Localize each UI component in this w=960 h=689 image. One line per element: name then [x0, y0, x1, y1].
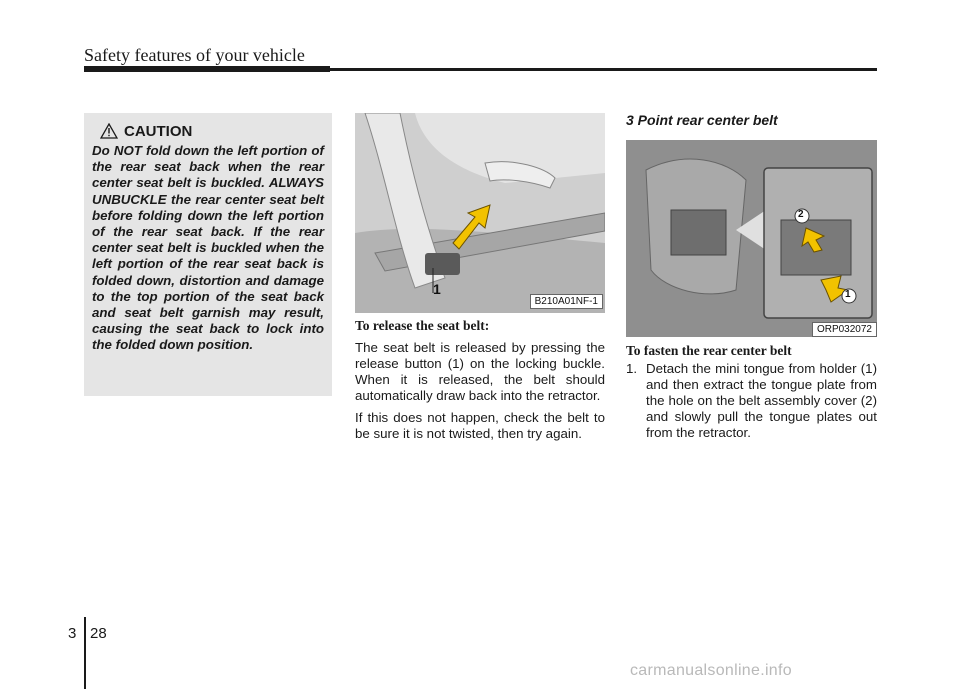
caution-box	[84, 113, 332, 396]
rear-center-belt-illustration	[626, 140, 877, 337]
center-belt-title: 3 Point rear center belt	[626, 112, 778, 128]
warning-triangle-icon	[100, 123, 118, 139]
watermark: carmanualsonline.info	[630, 662, 792, 679]
release-section	[355, 318, 605, 448]
fasten-step-number: 1.	[626, 361, 638, 376]
page-header-title: Safety features of your vehicle	[84, 45, 305, 65]
fasten-step-1	[626, 361, 877, 441]
fasten-heading: To fasten the rear center belt	[626, 343, 792, 358]
footer-rule	[84, 617, 86, 689]
footer-chapter: 3	[68, 625, 77, 642]
release-illustration-drawing	[355, 113, 605, 313]
figure1-code: B210A01NF-1	[530, 294, 603, 309]
footer-page-number: 28	[90, 625, 107, 642]
center-belt-callout-1: 1	[845, 289, 851, 300]
caution-heading	[100, 121, 324, 141]
fasten-section	[626, 343, 877, 441]
caution-text: Do NOT fold down the left portion of the rear seat back when the rear center seat belt is buckled. ALWAYS UNBUCKLE the rear center seat belt before folding down the left portion of the rear seat back. If the rear center seat belt is buckled when the left portion of the rear seat back is folded down, distortion and damage to the top portion of the seat back and seat belt garnish may result, causing the seat back to lock into the folded down position.	[92, 143, 324, 353]
release-heading: To release the seat belt:	[355, 318, 490, 333]
center-belt-callout-2: 2	[798, 209, 804, 220]
release-callout-1: 1	[433, 281, 441, 297]
caution-label: CAUTION	[124, 122, 193, 140]
center-belt-illustration-drawing	[626, 140, 877, 337]
header-rule	[84, 68, 877, 71]
figure2-code: ORP032072	[812, 322, 877, 337]
release-paragraph-1: The seat belt is released by pressing the release button (1) on the locking buckle. When it is released, the belt should automatically draw back into the retractor.	[355, 340, 605, 403]
fasten-step-text: Detach the mini tongue from holder (1) and then extract the tongue plate from the hole on the belt assembly cover (2) and slowly pull the tongue plates out from the retractor.	[646, 361, 877, 440]
release-paragraph-2: If this does not happen, check the belt to be sure it is not twisted, then try again.	[355, 410, 605, 441]
seat-belt-release-illustration	[355, 113, 605, 313]
